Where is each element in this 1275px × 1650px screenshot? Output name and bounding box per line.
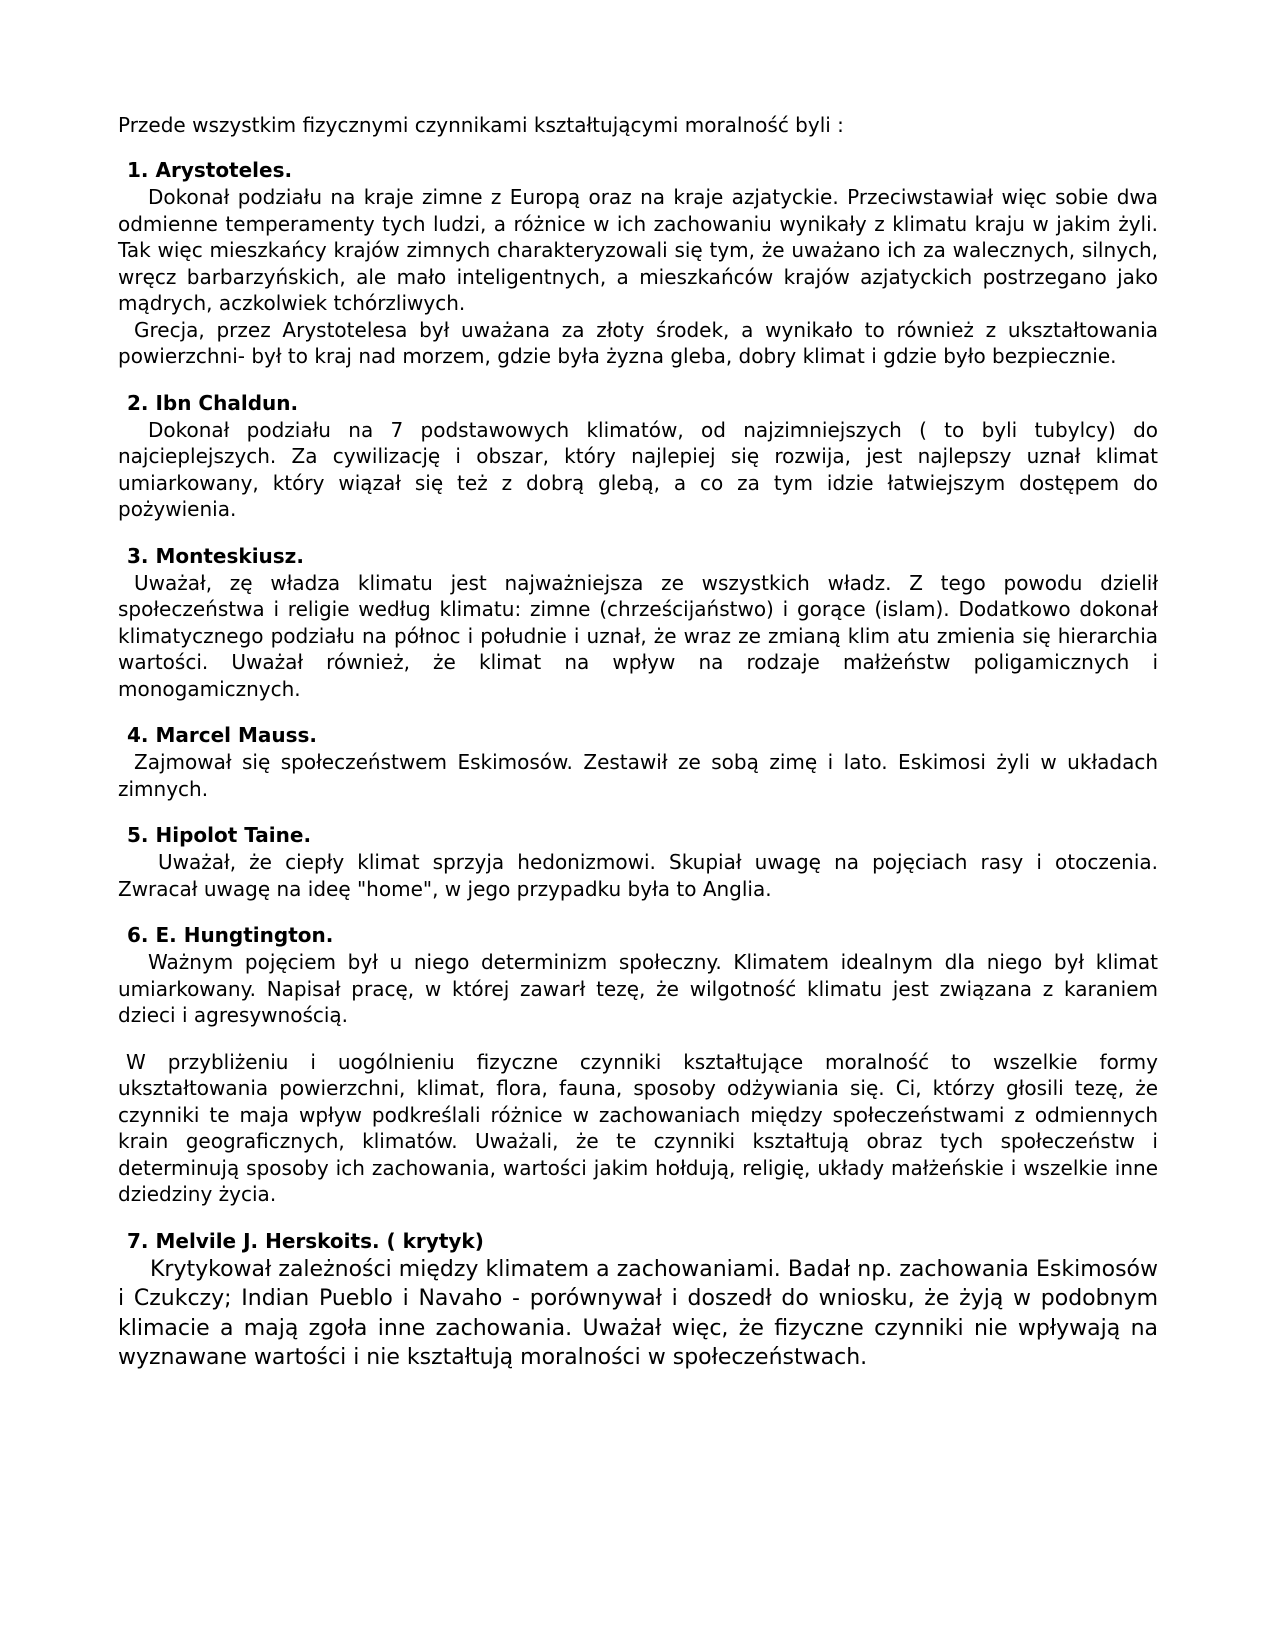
- section-herskoits: [118, 1228, 1158, 1373]
- document-page: [118, 112, 1158, 1393]
- section-paragraph: Zajmował się społeczeństwem Eskimosów. Zestawił ze sobą zimę i lato. Eskimosi żyli w układach zimnych.: [118, 750, 1158, 801]
- section-paragraph: Ważnym pojęciem był u niego determinizm społeczny. Klimatem idealnym dla niego był klimat umiarkowany. Napisał pracę, w której zawarł tezę, że wilgotność klimatu jest związana z karaniem dzieci i agresywnością.: [118, 950, 1158, 1027]
- summary-paragraph: W przybliżeniu i uogólnieniu fizyczne czynniki kształtujące moralność to wszelkie formy ukształtowania powierzchni, klimat, flora, fauna, sposoby odżywiania się. Ci, którzy głosili tezę, że czynniki te maja wpływ podkreślali różnice w zachowaniach między społeczeństwami z odmiennych krain geograficznych, klimatów. Uważali, że te czynniki kształtują obraz tych społeczeństw i determinują sposoby ich zachowania, wartości jakim hołdują, religię, układy małżeńskie i wszelkie inne dziedziny życia.: [118, 1049, 1158, 1206]
- section-hungtington: [118, 922, 1158, 1029]
- section-paragraph: Dokonał podziału na kraje zimne z Europą oraz na kraje azjatyckie. Przeciwstawiał więc sobie dwa odmienne temperamenty tych ludzi, a różnice w ich zachowaniu wynikały z klimatu kraju w jakim żyli. Tak więc mieszkańcy krajów zimnych charakteryzowali się tym, że uważano ich za walecznych, silnych, wręcz barbarzyńskich, ale mało inteligentnych, a mieszkańców krajów azjatyckich postrzegano jako mądrych, aczkolwiek tchórzliwych.: [118, 185, 1158, 315]
- section-heading: 5. Hipolot Taine.: [127, 823, 312, 847]
- section-heading: 7. Melvile J. Herskoits. ( krytyk): [127, 1228, 484, 1253]
- section-heading: 1. Arystoteles.: [127, 158, 293, 182]
- section-heading: 2. Ibn Chaldun.: [127, 390, 299, 415]
- section-arystoteles: [118, 157, 1158, 370]
- section-heading: 4. Marcel Mauss.: [127, 723, 318, 747]
- section-heading: 6. E. Hungtington.: [127, 923, 334, 947]
- section-paragraph: Dokonał podziału na 7 podstawowych klimatów, od najzimniejszych ( to byli tubylcy) do najcieplejszych. Za cywilizację i obszar, który najlepiej się rozwija, jest najlepszy uznał klimat umiarkowany, który wiązał się też z dobrą glebą, a co za tym idzie łatwiejszym dostępem do pożywienia.: [118, 417, 1158, 521]
- section-paragraph: Grecja, przez Arystotelesa był uważana za złoty środek, a wynikało to również z ukształtowania powierzchni- był to kraj nad morzem, gdzie była żyzna gleba, dobry klimat i gdzie było bezpiecznie.: [118, 317, 1158, 368]
- section-ibn-chaldun: [118, 390, 1158, 523]
- section-paragraph: Uważał, zę władza klimatu jest najważniejsza ze wszystkich władz. Z tego powodu dzielił społeczeństwa i religie według klimatu: zimne (chrześcijaństwo) i gorące (islam). Dodatkowo dokonał klimatycznego podziału na północ i południe i uznał, że wraz ze zmianą klim atu zmienia się hierarchia wartości. Uważał również, że klimat na wpływ na rodzaje małżeństw poligamicznych i monogamicznych.: [118, 570, 1158, 701]
- section-paragraph: Uważał, że ciepły klimat sprzyja hedonizmowi. Skupiał uwagę na pojęciach rasy i otoczenia. Zwracał uwagę na ideę "home", w jego przypadku była to Anglia.: [118, 850, 1158, 901]
- intro-text: Przede wszystkim fizycznymi czynnikami kształtującymi moralność byli :: [118, 113, 844, 137]
- section-marcel-mauss: [118, 722, 1158, 802]
- section-heading: 3. Monteskiusz.: [127, 543, 304, 568]
- section-monteskiusz: [118, 543, 1158, 703]
- section-paragraph: Krytykował zależności między klimatem a zachowaniami. Badał np. zachowania Eskimosów i Czukczy; Indian Pueblo i Navaho - porównywał i doszedł do wniosku, że żyją w podobnym klimacie a mają zgoła inne zachowania. Uważał więc, że fizyczne czynniki nie wpływają na wyznawane wartości i nie kształtują moralności w społeczeństwach.: [118, 1256, 1158, 1370]
- section-hipolot-taine: [118, 822, 1158, 902]
